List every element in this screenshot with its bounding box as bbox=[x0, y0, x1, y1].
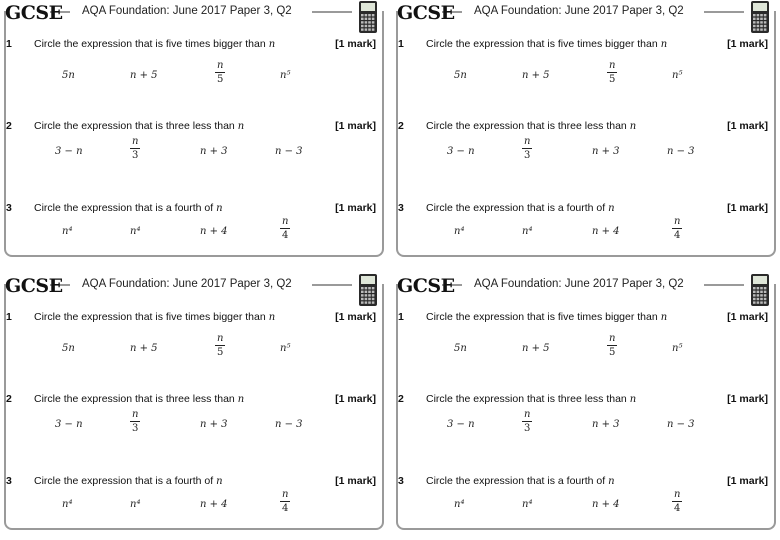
question-text: Circle the expression that is five times bigger than n bbox=[426, 38, 668, 50]
question-number: 2 bbox=[6, 120, 12, 132]
fraction-denominator: 3 bbox=[132, 150, 139, 161]
answer-option[interactable] bbox=[672, 216, 682, 242]
answer-option[interactable]: 3 − n bbox=[55, 146, 83, 157]
question-number: 1 bbox=[398, 311, 404, 323]
answer-option[interactable] bbox=[130, 409, 140, 435]
question-1 bbox=[392, 311, 774, 371]
question-1 bbox=[0, 311, 382, 371]
question-variable: n bbox=[608, 476, 615, 487]
fraction-numerator: n bbox=[609, 60, 616, 71]
question-number: 1 bbox=[6, 311, 12, 323]
question-text: Circle the expression that is five times bigger than n bbox=[34, 38, 276, 50]
question-variable: n bbox=[268, 39, 276, 50]
fraction-numerator: n bbox=[609, 333, 616, 344]
divider bbox=[312, 284, 352, 286]
question-1 bbox=[392, 38, 774, 98]
answer-option[interactable]: n + 3 bbox=[200, 146, 228, 157]
answer-option[interactable] bbox=[607, 60, 617, 86]
answer-option[interactable]: n − 3 bbox=[275, 419, 303, 430]
question-variable: n bbox=[608, 203, 615, 214]
divider bbox=[704, 284, 744, 286]
fraction-numerator: n bbox=[217, 60, 224, 71]
card-title: AQA Foundation: June 2017 Paper 3, Q2 bbox=[78, 5, 296, 17]
question-number: 1 bbox=[6, 38, 12, 50]
answer-option[interactable]: n⁴ bbox=[130, 226, 141, 237]
answer-option[interactable] bbox=[607, 333, 617, 359]
question-2 bbox=[0, 120, 382, 180]
fraction-denominator: 4 bbox=[674, 230, 681, 241]
fraction bbox=[672, 489, 682, 515]
answer-option[interactable] bbox=[130, 136, 140, 162]
question-variable: n bbox=[216, 203, 223, 214]
card-title: AQA Foundation: June 2017 Paper 3, Q2 bbox=[78, 278, 296, 290]
fraction-denominator: 4 bbox=[282, 503, 289, 514]
answer-option[interactable]: n − 3 bbox=[275, 146, 303, 157]
answer-option[interactable]: n⁴ bbox=[130, 499, 141, 510]
fraction-denominator: 3 bbox=[132, 423, 139, 434]
question-number: 3 bbox=[398, 475, 404, 487]
card-top-left bbox=[0, 0, 382, 257]
answer-option[interactable]: n⁵ bbox=[280, 343, 291, 354]
question-variable: n bbox=[629, 121, 637, 132]
card-title: AQA Foundation: June 2017 Paper 3, Q2 bbox=[470, 5, 688, 17]
mark-value: [1 mark] bbox=[335, 393, 376, 405]
answer-option[interactable]: n + 4 bbox=[200, 226, 228, 237]
question-text: Circle the expression that is a fourth of n bbox=[34, 475, 223, 487]
answer-option[interactable]: n + 5 bbox=[522, 70, 550, 81]
answer-option[interactable]: n + 4 bbox=[592, 226, 620, 237]
fraction bbox=[522, 136, 532, 162]
fraction bbox=[280, 489, 290, 515]
fraction-denominator: 4 bbox=[674, 503, 681, 514]
answer-option[interactable]: n⁴ bbox=[62, 499, 73, 510]
answer-option[interactable]: n + 5 bbox=[522, 343, 550, 354]
answer-option[interactable]: n + 4 bbox=[200, 499, 228, 510]
question-number: 3 bbox=[398, 202, 404, 214]
fraction-numerator: n bbox=[217, 333, 224, 344]
question-number: 2 bbox=[6, 393, 12, 405]
answer-option[interactable]: n + 3 bbox=[592, 419, 620, 430]
gcse-logo: GCSE bbox=[5, 275, 63, 297]
question-number: 2 bbox=[398, 393, 404, 405]
question-1 bbox=[0, 38, 382, 98]
answer-option[interactable] bbox=[215, 60, 225, 86]
answer-option[interactable]: n − 3 bbox=[667, 146, 695, 157]
gcse-logo: GCSE bbox=[397, 2, 455, 24]
question-number: 3 bbox=[6, 475, 12, 487]
answer-option[interactable]: n − 3 bbox=[667, 419, 695, 430]
answer-option[interactable] bbox=[522, 136, 532, 162]
fraction-denominator: 5 bbox=[217, 347, 224, 358]
question-text: Circle the expression that is three less than n bbox=[34, 393, 245, 405]
gcse-logo: GCSE bbox=[5, 2, 63, 24]
question-number: 2 bbox=[398, 120, 404, 132]
answer-option[interactable]: n + 4 bbox=[592, 499, 620, 510]
fraction-numerator: n bbox=[132, 136, 139, 147]
fraction bbox=[215, 333, 225, 359]
answer-option[interactable] bbox=[215, 333, 225, 359]
answer-option[interactable]: n⁴ bbox=[522, 499, 533, 510]
fraction bbox=[672, 216, 682, 242]
fraction-numerator: n bbox=[674, 489, 681, 500]
question-3 bbox=[0, 475, 382, 535]
answer-option[interactable]: 5n bbox=[454, 70, 467, 81]
fraction-denominator: 5 bbox=[609, 347, 616, 358]
question-text: Circle the expression that is five times bigger than n bbox=[426, 311, 668, 323]
card-title: AQA Foundation: June 2017 Paper 3, Q2 bbox=[470, 278, 688, 290]
fraction-numerator: n bbox=[674, 216, 681, 227]
question-text: Circle the expression that is three less than n bbox=[426, 393, 637, 405]
question-3 bbox=[0, 202, 382, 262]
answer-option[interactable]: n⁵ bbox=[672, 70, 683, 81]
mark-value: [1 mark] bbox=[727, 311, 768, 323]
fraction bbox=[280, 216, 290, 242]
fraction bbox=[522, 409, 532, 435]
fraction-denominator: 4 bbox=[282, 230, 289, 241]
question-2 bbox=[0, 393, 382, 453]
answer-option[interactable]: n + 3 bbox=[200, 419, 228, 430]
fraction bbox=[607, 60, 617, 86]
calculator-icon bbox=[750, 273, 770, 307]
answer-option[interactable]: n + 3 bbox=[592, 146, 620, 157]
question-variable: n bbox=[268, 312, 276, 323]
question-variable: n bbox=[237, 394, 245, 405]
question-text: Circle the expression that is a fourth of n bbox=[426, 475, 615, 487]
answer-option[interactable]: n⁵ bbox=[672, 343, 683, 354]
question-variable: n bbox=[660, 312, 668, 323]
question-2 bbox=[392, 120, 774, 180]
question-3 bbox=[392, 475, 774, 535]
answer-option[interactable] bbox=[280, 489, 290, 515]
question-variable: n bbox=[629, 394, 637, 405]
question-number: 1 bbox=[398, 38, 404, 50]
question-text: Circle the expression that is three less than n bbox=[34, 120, 245, 132]
fraction-numerator: n bbox=[282, 489, 289, 500]
answer-option[interactable]: 5n bbox=[62, 70, 75, 81]
question-number: 3 bbox=[6, 202, 12, 214]
fraction-denominator: 3 bbox=[524, 150, 531, 161]
mark-value: [1 mark] bbox=[335, 120, 376, 132]
mark-value: [1 mark] bbox=[335, 311, 376, 323]
answer-option[interactable] bbox=[672, 489, 682, 515]
answer-option[interactable]: n + 5 bbox=[130, 70, 158, 81]
mark-value: [1 mark] bbox=[727, 475, 768, 487]
answer-option[interactable]: n⁵ bbox=[280, 70, 291, 81]
fraction-numerator: n bbox=[524, 409, 531, 420]
divider bbox=[704, 11, 744, 13]
question-3 bbox=[392, 202, 774, 262]
answer-option[interactable]: n⁴ bbox=[522, 226, 533, 237]
mark-value: [1 mark] bbox=[335, 38, 376, 50]
answer-option[interactable] bbox=[280, 216, 290, 242]
mark-value: [1 mark] bbox=[335, 475, 376, 487]
fraction-denominator: 5 bbox=[609, 74, 616, 85]
calculator-icon bbox=[358, 0, 378, 34]
mark-value: [1 mark] bbox=[727, 202, 768, 214]
mark-value: [1 mark] bbox=[727, 393, 768, 405]
answer-option[interactable]: n⁴ bbox=[62, 226, 73, 237]
fraction bbox=[130, 409, 140, 435]
fraction bbox=[215, 60, 225, 86]
question-variable: n bbox=[237, 121, 245, 132]
question-text: Circle the expression that is five times bigger than n bbox=[34, 311, 276, 323]
answer-option[interactable]: 3 − n bbox=[447, 419, 475, 430]
mark-value: [1 mark] bbox=[335, 202, 376, 214]
question-text: Circle the expression that is a fourth of n bbox=[34, 202, 223, 214]
answer-option[interactable] bbox=[522, 409, 532, 435]
answer-option[interactable]: 5n bbox=[62, 343, 75, 354]
calculator-icon bbox=[750, 0, 770, 34]
divider bbox=[312, 11, 352, 13]
mark-value: [1 mark] bbox=[727, 120, 768, 132]
answer-option[interactable]: n⁴ bbox=[454, 226, 465, 237]
question-text: Circle the expression that is a fourth of n bbox=[426, 202, 615, 214]
mark-value: [1 mark] bbox=[727, 38, 768, 50]
card-bottom-right bbox=[392, 273, 774, 530]
answer-option[interactable]: n + 5 bbox=[130, 343, 158, 354]
fraction bbox=[130, 136, 140, 162]
question-2 bbox=[392, 393, 774, 453]
card-top-right bbox=[392, 0, 774, 257]
fraction bbox=[607, 333, 617, 359]
calculator-icon bbox=[358, 273, 378, 307]
answer-option[interactable]: 5n bbox=[454, 343, 467, 354]
fraction-denominator: 5 bbox=[217, 74, 224, 85]
question-variable: n bbox=[216, 476, 223, 487]
card-bottom-left bbox=[0, 273, 382, 530]
answer-option[interactable]: 3 − n bbox=[55, 419, 83, 430]
fraction-numerator: n bbox=[524, 136, 531, 147]
gcse-logo: GCSE bbox=[397, 275, 455, 297]
fraction-numerator: n bbox=[132, 409, 139, 420]
answer-option[interactable]: n⁴ bbox=[454, 499, 465, 510]
answer-option[interactable]: 3 − n bbox=[447, 146, 475, 157]
fraction-denominator: 3 bbox=[524, 423, 531, 434]
fraction-numerator: n bbox=[282, 216, 289, 227]
question-text: Circle the expression that is three less than n bbox=[426, 120, 637, 132]
question-variable: n bbox=[660, 39, 668, 50]
